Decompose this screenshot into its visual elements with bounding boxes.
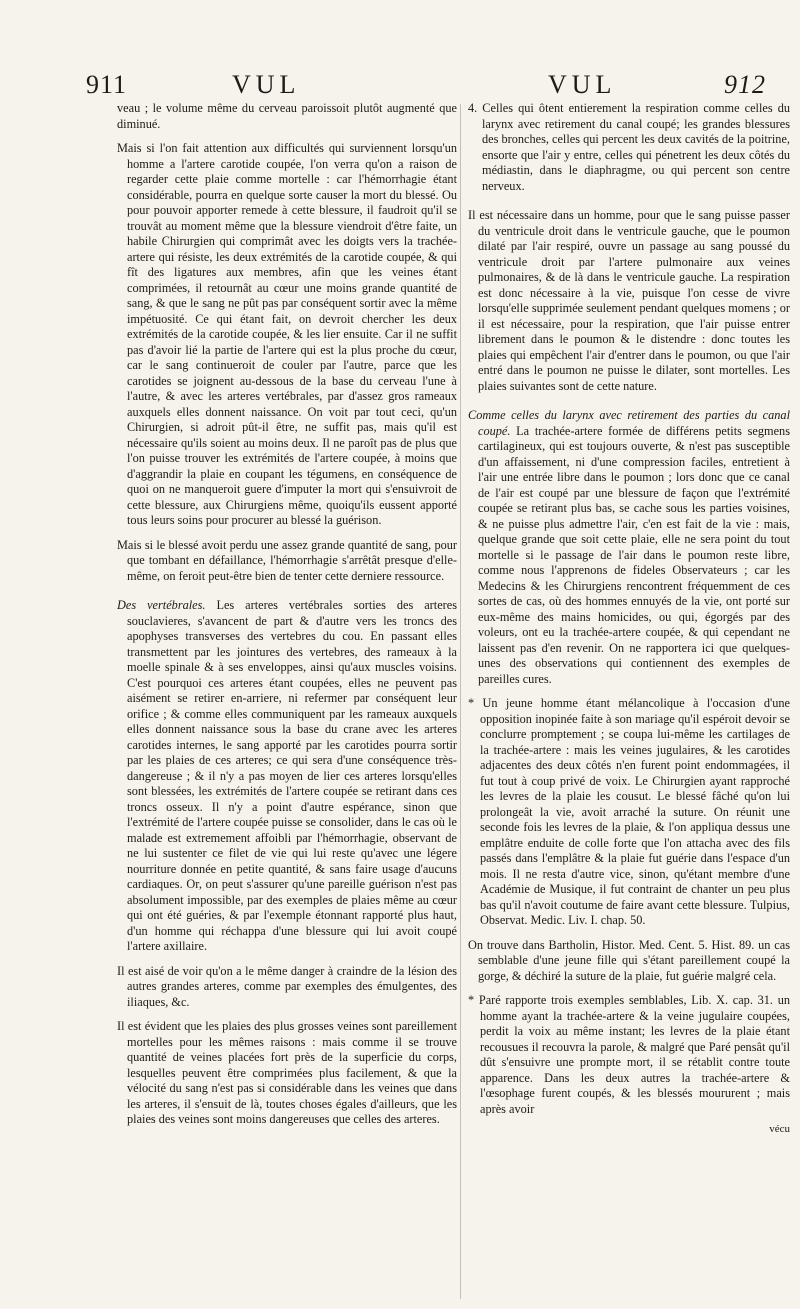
section-lead-vertebrales: Des vertébrales. [117, 598, 206, 612]
right-paragraph-larynx [468, 408, 790, 687]
right-paragraph-4: * Un jeune homme étant mélancolique à l'occasion d'une opposition inopinée faite à son mariage qu'il espéroit devoir se conclurre promptement ; se coupa lui-même les cartilages de la trachée-artere : mais les veines jugulaires, & les carotides adjacentes des deux côtés n'en furent point endommagées, il fut tout à coup privé de voix. Le Chirurgien ayant rapproché les levres de la plaie les cousut. Le blessé fâché qu'on lui prolongeât la vie, avoit arraché la suture. On réunit une seconde fois les levres de la plaie, & l'on appliqua dessus une emplâtre enduite de colle forte que l'on attacha avec des fils passés dans l'emplâtre & la plaie fut guérie dans l'espace d'un mois. Il ne resta d'autre vice, sinon, qu'étant membre d'une Académie de Musique, il fut contraint de chanter un peu plus bas qu'il n'avoit coutume de faire avant cette blessure. Tulpius, Observat. Medic. Liv. I. chap. 50. [468, 696, 790, 927]
left-paragraph-1: veau ; le volume même du cerveau paroissoit plutôt augmenté que diminué. [117, 101, 457, 131]
right-paragraph-1: 4. Celles qui ôtent entierement la respiration comme celles du larynx avec retirement du canal coupé; les grandes blessures des bronches, celles qui percent les deux cavités de la poitrine, ensorte que l'air y entre, celles qui pénetrent les deux côtés du médiastin, dans le diaphragme, ou qui percent son centre nerveux. [468, 101, 790, 193]
right-running-head: VUL [548, 70, 617, 99]
left-column [117, 101, 457, 1301]
column-divider [460, 104, 461, 1299]
right-paragraph-3-text: La trachée-artere formée de différens petits segmens cartilagineux, qui est toujours ouverte, & n'est pas susceptible d'un affaissement, ni d'une compression faciles, entretient à l'air une entrée libre dans le poumon ; lors donc que ce canal de l'air est coupé par une blessure de façon que l'extrémité coupée se retirant plus bas, se cache sous les parties voisines, & ne puisse plus admettre l'air, c'en est fait de la vie : mais, quelque grande que soit cette plaie, elle ne sera point du tout mortelle si le passage de l'air dans le poumon reste libre, comme nous l'apprenons de fideles Observateurs ; car les Medecins & les Chirurgiens rencontrent fréquemment de ces sortes de cas, où des hommes ennuyés de la vie, ont porté sur eux-même des mains homicides, ou qui, égorgés par des voleurs, ont eu la trachée-artere coupée, & qui cependant ne laissent pas d'en revenir. On ne rapportera ici que quelques-unes des observations qui contiennent des exemples de pareilles cures. [478, 423, 790, 686]
left-paragraph-6: Il est évident que les plaies des plus grosses veines sont pareillement mortelles pour les mêmes raisons : mais comme il se trouve quantité de veines placées fort près de la superficie du corps, lesquelles peuvent être comprimées plus facilement, & que la vélocité du sang n'est pas si considérable dans les veines que dans les arteres, il s'ensuit de là, toutes choses égales d'ailleurs, que les plaies des veines sont moins dangereuses que celles des arteres. [117, 1019, 457, 1126]
right-paragraph-5: On trouve dans Bartholin, Histor. Med. Cent. 5. Hist. 89. un cas semblable d'une jeune fille qui s'étant pareillement coupé la gorge, & déchiré la suture de la plaie, fut guérie malgré cela. [468, 937, 790, 983]
left-paragraph-2: Mais si l'on fait attention aux difficultés qui surviennent lorsqu'un homme a l'artere carotide coupée, l'on verra qu'on a raison de regarder cette plaie comme mortelle : car l'hémorrhagie étant considérable, pourra en quelque sorte causer la mort du blessé. Ou pour pouvoir apporter remede à cette blessure, il faudroit qu'il se trouvât au moment même que la blessure viendroit d'être faite, un habile Chirurgien qui comprimât avec les doigts vers la trachée-artere qui résiste, les deux extrémités de la carotide coupée, & qui fît des ligatures aux membres, afin que les veines étant comprimées, il retournât au cœur une moins grande quantité de sang, & que le sang ne pût pas par conséquent sortir avec la même impétuosité. Ce qui étant fait, on devroit chercher les deux extrémités de la carotide coupée, & les lier ensuite. Car il ne suffit pas d'avoir lié la partie de l'artere qui est la plus proche du cœur, car le sang continueroit de couler par l'autre, parce que les carotides se joignent au-dessous de la base du cerveau l'une à l'autre, & avec les arteres vertébrales, par d'assez gros rameaux auxquels elles donnent naissance. On voit par tout ceci, qu'un Chirurgien, si adroit pût-il être, ne suffit pas, mais qu'il est nécessaire qu'ils soient au moins deux. Il ne paroît pas de plus que l'on puisse trouver les extrémités de l'artere coupée, à moins que d'aggrandir la plaie en coupant les tégumens, en conséquence de quoi on ne manqueroit guere d'imputer la mort qui s'ensuivroit de cette blessure, aux Chirurgiens même, quoiqu'ils eussent apporté tous leurs soins pour procurer au blessé la guérison. [117, 141, 457, 527]
right-page-number: 912 [724, 70, 766, 99]
catchword: vécu [769, 1123, 790, 1135]
left-paragraph-5: Il est aisé de voir qu'on a le même danger à craindre de la lésion des autres grandes arteres, comme par exemples des émulgentes, des iliaques, &c. [117, 963, 457, 1009]
right-paragraph-6: * Paré rapporte trois exemples semblables, Lib. X. cap. 31. un homme ayant la trachée-artere & la veine jugulaire coupées, perdit la voix au même instant; les levres de la plaie étant recousues il recouvra la parole, & malgré que Paré pensât qu'il dût s'ensuivre une prompte mort, il se rétablit contre toute apparence. Dans les deux autres la trachée-artere & l'œsophage furent coupés, & les blessés moururent ; mais après avoir [468, 993, 790, 1116]
left-paragraph-vertebrales [117, 598, 457, 955]
left-running-head: VUL [232, 70, 301, 99]
right-paragraph-2: Il est nécessaire dans un homme, pour que le sang puisse passer du ventricule droit dans le ventricule gauche, que le poumon dilaté par l'air respiré, ouvre un passage au sang poussé du ventricule droit par l'artere pulmonaire aux veines pulmonaires, & de là dans le ventricule gauche. La respiration est donc nécessaire à la vie, puisque l'on cesse de vivre lorsqu'elle supprimée seulement pendant quelques momens ; or il est nécessaire, pour la respiration, que l'air puisse entrer librement dans le poumon & le distendre : donc toutes les plaies qui empêchent l'air d'entrer dans le poumon, ou que l'air entré dans le poumon ne puisse le dilater, sont mortelles. Les plaies suivantes sont de cette nature. [468, 208, 790, 393]
left-paragraph-3: Mais si le blessé avoit perdu une assez grande quantité de sang, pour que tombant en défaillance, l'hémorrhagie s'arrêtât presque d'elle-même, on feroit peut-être bien de tenter cette derniere ressource. [117, 537, 457, 583]
left-page-number: 911 [86, 70, 128, 99]
right-column [468, 101, 790, 1301]
left-paragraph-4-text: Les arteres vertébrales sorties des arteres souclavieres, s'avancent de part & d'autre vers les troncs des apophyses transverses des vertebres du cou. En passant elles transmettent par les jointures des vertebres, des rameaux à la moelle spinale & à ses enveloppes, ainsi qu'aux muscles voisins. C'est pourquoi ces arteres étant coupées, elles ne peuvent pas aisément se retirer en-arriere, ni refermer par conséquent leur orifice ; & comme elles communiquent par les rameaux auxquels elles donnent naissance sous la base du crane avec les arteres carotides internes, le sang apporté par les carotides pourra sortir par les plaies de ces arteres; ce qui sera d'une conséquence très-dangereuse ; & il n'y a pas moyen de lier ces arteres lorsqu'elles sont blessées, les extrémités de l'artere coupée se retirant dans ces troncs osseux. Il n'y a point d'autre espérance, sinon que l'extrémité de l'artere coupée puisse se consolider, dans le cas où le malade est extremement affoibli par l'hémorrhagie, observant de ne lui sustenter ce filet de vie qui lui reste qu'avec une légere nourriture donnée en petite quantité, & sans faire usage d'aucuns cardiaques. Or, on peut s'assurer qu'une pareille guérison n'est pas absolument impossible, par des exemples de plaies même au cœur qui ont été guéries, & par l'exemple étonnant rapporté plus haut, d'un homme qui réchappa d'une blessure qui lui avoit coupé l'artere axillaire. [127, 598, 457, 953]
section-lead-larynx: Comme celles du larynx avec retirement des parties du canal coupé. [468, 408, 790, 438]
